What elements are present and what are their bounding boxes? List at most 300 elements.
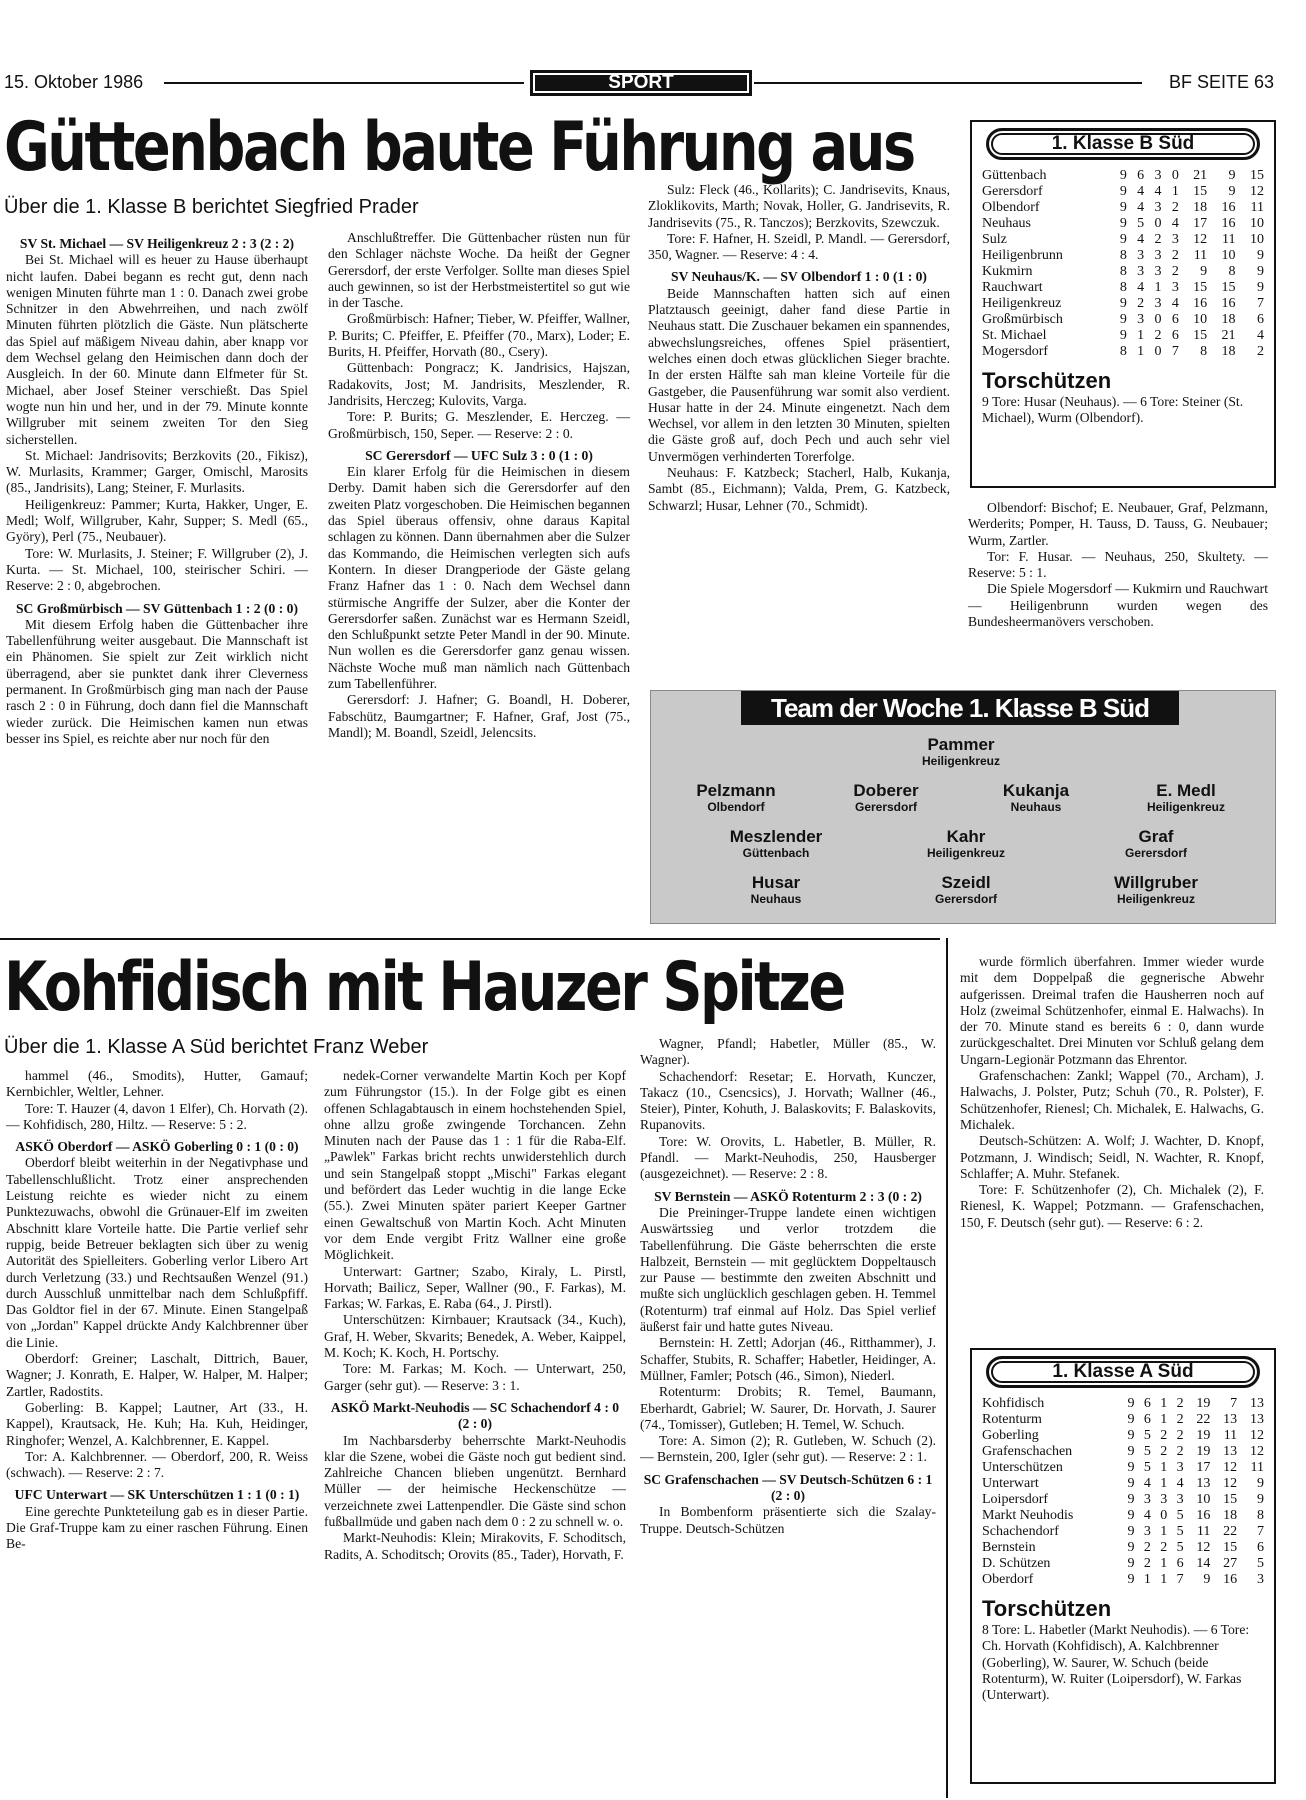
stat-cell: 18 bbox=[1193, 200, 1208, 215]
stat-cell: 9 bbox=[1228, 184, 1236, 199]
player-club: Gerersdorf bbox=[854, 800, 918, 814]
stat-cell: 13 bbox=[1250, 1396, 1264, 1411]
stat-cell: 9 bbox=[1127, 1412, 1135, 1427]
standings-row bbox=[982, 168, 1264, 184]
stat-cell: 3 bbox=[1176, 1492, 1184, 1507]
header-rule-right bbox=[754, 82, 1142, 84]
article-paragraph: Wagner, Pfandl; Habetler, Müller (85., W. Wagner). bbox=[640, 1036, 936, 1068]
stat-cell: 16 bbox=[1221, 200, 1236, 215]
stat-cell: 3 bbox=[1143, 1524, 1151, 1539]
league-table-title: 1. Klasse A Süd bbox=[986, 1356, 1260, 1388]
match-heading: SC Großmürbisch — SV Güttenbach 1 : 2 (0 : 0) bbox=[16, 600, 298, 616]
stat-cell: 5 bbox=[1257, 1556, 1264, 1571]
stat-cell: 10 bbox=[1193, 312, 1208, 327]
stat-cell: 4 bbox=[1154, 184, 1162, 199]
stat-cell: 10 bbox=[1196, 1492, 1211, 1507]
stat-cell: 17 bbox=[1193, 216, 1208, 231]
stat-cell: 4 bbox=[1137, 232, 1145, 247]
stat-cell: 4 bbox=[1143, 1476, 1151, 1491]
article-paragraph: In Bombenform präsentierte sich die Szalay-Truppe. Deutsch-Schützen bbox=[640, 1504, 936, 1536]
player-card bbox=[881, 827, 1051, 860]
stat-cell: 8 bbox=[1257, 1508, 1264, 1523]
player-club: Gerersdorf bbox=[934, 892, 998, 906]
stat-cell: 16 bbox=[1223, 1572, 1238, 1587]
stat-cell: 16 bbox=[1193, 296, 1208, 311]
stat-cell: 1 bbox=[1137, 344, 1145, 359]
stat-cell: 6 bbox=[1171, 328, 1179, 343]
stat-cell: 6 bbox=[1143, 1412, 1151, 1427]
stat-cell: 12 bbox=[1250, 1428, 1264, 1443]
team-name: Bernstein bbox=[982, 1540, 1036, 1555]
standings-row bbox=[982, 344, 1264, 360]
stat-cell: 7 bbox=[1176, 1572, 1184, 1587]
stat-cell: 15 bbox=[1193, 184, 1208, 199]
team-name: D. Schützen bbox=[982, 1556, 1051, 1571]
team-name: St. Michael bbox=[982, 328, 1047, 343]
player-card bbox=[1101, 781, 1271, 814]
article1-column-3 bbox=[648, 182, 950, 682]
stat-cell: 12 bbox=[1193, 232, 1208, 247]
article-paragraph: Im Nachbarsderby beherrschte Markt-Neuhodis klar die Szene, wobei die Gäste noch gut bedient sind. Zahlreiche Chancen blieben ungenützt. Bernhard Müller — der heimische Heckenschütze — verzeichnete zwei Lattenpendler. Die Gäste sind schon fußballmüde und gaben nach dem 0 : 2 zu schnell w. o. bbox=[324, 1432, 626, 1530]
stat-cell: 1 bbox=[1160, 1572, 1168, 1587]
stat-cell: 4 bbox=[1143, 1508, 1151, 1523]
standings-row bbox=[982, 1556, 1264, 1572]
stat-cell: 3 bbox=[1171, 232, 1179, 247]
team-name: Gerersdorf bbox=[982, 184, 1043, 199]
article-paragraph: Die Preininger-Truppe landete einen wichtigen Auswärtssieg und verlor trotzdem die Tabellenführung. Die Gäste beherrschten die erste Halbzeit, Bernstein — mit geglücktem Doppeltausch zur Pause — bestimmte den zweiten Abschnitt und mußte sich unglücklich geschlagen geben. H. Temmel (Rotenturm) traf einmal auf Holz. Das Spiel verlief äußerst fair und hatte gutes Niveau. bbox=[640, 1204, 936, 1335]
scorers-text: 8 Tore: L. Habetler (Markt Neuhodis). — 6 Tore: Ch. Horvath (Kohfidisch), A. Kalchbrenner (Goberling), W. Saurer, W. Schuch (beide Rotenturm), W. Ruiter (Loipersdorf), W. Farkas (Unterwart). bbox=[982, 1622, 1250, 1703]
article2-headline: Kohfidisch mit Hauzer Spitze bbox=[4, 948, 844, 1027]
stat-cell: 16 bbox=[1221, 296, 1236, 311]
stat-cell: 1 bbox=[1160, 1396, 1168, 1411]
stat-cell: 6 bbox=[1257, 312, 1264, 327]
stat-cell: 4 bbox=[1171, 296, 1179, 311]
stat-cell: 7 bbox=[1257, 296, 1264, 311]
stat-cell: 3 bbox=[1154, 248, 1162, 263]
stat-cell: 9 bbox=[1127, 1540, 1135, 1555]
stat-cell: 2 bbox=[1160, 1428, 1168, 1443]
article-paragraph: Die Spiele Mogersdorf — Kukmirn und Rauchwart — Heiligenbrunn wurden wegen des Bundesheermanövers verschoben. bbox=[968, 581, 1268, 630]
stat-cell: 15 bbox=[1223, 1540, 1238, 1555]
player-card bbox=[951, 781, 1121, 814]
match-heading: UFC Unterwart — SK Unterschützen 1 : 1 (0 : 1) bbox=[14, 1487, 300, 1503]
player-card bbox=[691, 827, 861, 860]
team-title: Team der Woche 1. Klasse B Süd bbox=[741, 691, 1179, 725]
stat-cell: 3 bbox=[1154, 168, 1162, 183]
stat-cell: 0 bbox=[1154, 216, 1162, 231]
stat-cell: 8 bbox=[1119, 248, 1127, 263]
stat-cell: 2 bbox=[1154, 328, 1162, 343]
standings-row bbox=[982, 328, 1264, 344]
article-paragraph: Tore: W. Orovits, L. Habetler, B. Müller, R. Pfandl. — Markt-Neuhodis, 250, Hausberger (ausgezeichnet). — Reserve: 2 : 8. bbox=[640, 1133, 936, 1182]
stat-cell: 9 bbox=[1119, 168, 1127, 183]
player-card bbox=[881, 873, 1051, 906]
match-heading: ASKÖ Oberdorf — ASKÖ Goberling 0 : 1 (0 : 0) bbox=[15, 1139, 299, 1155]
team-name: Güttenbach bbox=[982, 168, 1047, 183]
scorers-title: Torschützen bbox=[982, 368, 1112, 393]
stat-cell: 3 bbox=[1154, 296, 1162, 311]
player-name: Szeidl bbox=[941, 873, 991, 892]
article-paragraph: Anschlußtreffer. Die Güttenbacher rüsten nun für den Schlager nächste Woche. Da heißt der Gegner Gerersdorf, der erste Verfolger. Sollte man dieses Spiel auch gewinnen, so ist der Herbstmeistertitel so gut wie in der Tasche. bbox=[328, 230, 630, 311]
article-paragraph: St. Michael: Jandrisovits; Berzkovits (20., Fikisz), W. Murlasits, Krammer; Garger, Omischl, Marosits (85., Jandrisits), Lang; Steiner, F. Murlasits. bbox=[6, 447, 308, 496]
stat-cell: 17 bbox=[1196, 1460, 1211, 1475]
team-name: Neuhaus bbox=[982, 216, 1031, 231]
stat-cell: 9 bbox=[1119, 296, 1127, 311]
stat-cell: 7 bbox=[1171, 344, 1179, 359]
standings-row bbox=[982, 200, 1264, 216]
stat-cell: 3 bbox=[1160, 1492, 1168, 1507]
stat-cell: 2 bbox=[1257, 344, 1264, 359]
stat-cell: 8 bbox=[1228, 264, 1236, 279]
stat-cell: 3 bbox=[1137, 312, 1145, 327]
article2-column-1 bbox=[6, 1068, 308, 1798]
player-card bbox=[876, 735, 1046, 768]
stat-cell: 0 bbox=[1160, 1508, 1168, 1523]
standings-row bbox=[982, 1540, 1264, 1556]
article-paragraph: Tor: F. Husar. — Neuhaus, 250, Skultety. — Reserve: 5 : 1. bbox=[968, 548, 1268, 581]
player-name: Doberer bbox=[853, 781, 919, 800]
article1-column-1 bbox=[6, 230, 308, 930]
article-paragraph: Eine gerechte Punkteteilung gab es in dieser Partie. Die Graf-Truppe kam zu einer raschen Führung. Einen Be- bbox=[6, 1503, 308, 1552]
stat-cell: 10 bbox=[1221, 248, 1236, 263]
team-name: Kukmirn bbox=[982, 264, 1033, 279]
standings-row bbox=[982, 1412, 1264, 1428]
stat-cell: 3 bbox=[1154, 264, 1162, 279]
player-club: Neuhaus bbox=[1010, 800, 1062, 814]
header-rule-left bbox=[164, 82, 524, 84]
player-name: Pelzmann bbox=[696, 781, 776, 800]
team-name: Olbendorf bbox=[982, 200, 1040, 215]
stat-cell: 9 bbox=[1119, 216, 1127, 231]
stat-cell: 9 bbox=[1119, 184, 1127, 199]
stat-cell: 18 bbox=[1223, 1508, 1238, 1523]
article-paragraph: Tore: W. Murlasits, J. Steiner; F. Willgruber (2), J. Kurta. — St. Michael, 100, steirischer Schiri. — Reserve: 2 : 0, abgebrochen. bbox=[6, 545, 308, 594]
stat-cell: 4 bbox=[1137, 184, 1145, 199]
match-heading: ASKÖ Markt-Neuhodis — SC Schachendorf 4 : 0 (2 : 0) bbox=[330, 1399, 620, 1432]
stat-cell: 2 bbox=[1143, 1540, 1151, 1555]
stat-cell: 27 bbox=[1223, 1556, 1238, 1571]
article-paragraph: Bei St. Michael will es heuer zu Hause überhaupt nicht laufen. Dabei begann es recht gut, denn nach wenigen Minuten führte man 1 : 0. Danach zwei grobe Schnitzer in den Abwehrreihen, und nach zwölf Minuten führten plötzlich die Gäste. Nun plätscherte das Spiel auf mäßigem Niveau dahin, aber knapp vor dem Wechsel gelang den Heimischen dann doch der Ausgleich. In der 60. Minute dann Elfmeter für St. Michael, aber Josef Steiner verschießt. Das Spiel wogte nun hin und her, und in der 79. Minute konnte Willgruber mit seinem zweiten Tor den Sieg sicherstellen. bbox=[6, 252, 308, 447]
article-paragraph: Heiligenkreuz: Pammer; Kurta, Hakker, Unger, E. Medl; Wolf, Willgruber, Kahr, Supper; S. Medl (65., Györy), Perl (75., Neubauer). bbox=[6, 496, 308, 545]
standings-row bbox=[982, 280, 1264, 296]
match-heading: SV Bernstein — ASKÖ Rotenturm 2 : 3 (0 : 2) bbox=[654, 1188, 922, 1204]
standings-table bbox=[982, 1396, 1264, 1588]
stat-cell: 3 bbox=[1154, 200, 1162, 215]
stat-cell: 11 bbox=[1193, 248, 1208, 263]
stat-cell: 18 bbox=[1221, 344, 1236, 359]
stat-cell: 5 bbox=[1137, 216, 1145, 231]
stat-cell: 9 bbox=[1257, 280, 1264, 295]
stat-cell: 1 bbox=[1137, 328, 1145, 343]
stat-cell: 2 bbox=[1176, 1396, 1184, 1411]
stat-cell: 6 bbox=[1176, 1556, 1184, 1571]
stat-cell: 1 bbox=[1160, 1412, 1168, 1427]
stat-cell: 6 bbox=[1143, 1396, 1151, 1411]
team-of-the-week bbox=[650, 690, 1276, 924]
stat-cell: 9 bbox=[1127, 1444, 1135, 1459]
team-name: Heiligenkreuz bbox=[982, 296, 1062, 311]
stat-cell: 22 bbox=[1223, 1524, 1238, 1539]
stat-cell: 2 bbox=[1154, 232, 1162, 247]
stat-cell: 3 bbox=[1137, 248, 1145, 263]
stat-cell: 9 bbox=[1127, 1396, 1135, 1411]
article1-headline: Güttenbach baute Führung aus bbox=[4, 108, 914, 187]
standings-row bbox=[982, 184, 1264, 200]
page-number: BF SEITE 63 bbox=[1168, 72, 1274, 92]
article-paragraph: Großmürbisch: Hafner; Tieber, W. Pfeiffer, Wallner, P. Burits; C. Pfeiffer, E. Pfeiffer (70., Marx), Loder; E. Burits, H. Pfeiffer, Horvath (80., Csery). bbox=[328, 311, 630, 360]
stat-cell: 9 bbox=[1127, 1460, 1135, 1475]
match-heading: SC Gerersdorf — UFC Sulz 3 : 0 (1 : 0) bbox=[365, 447, 593, 463]
team-name: Großmürbisch bbox=[982, 312, 1063, 327]
standings-row bbox=[982, 1460, 1264, 1476]
stat-cell: 5 bbox=[1143, 1444, 1151, 1459]
stat-cell: 3 bbox=[1137, 264, 1145, 279]
player-club: Gerersdorf bbox=[1124, 846, 1188, 860]
stat-cell: 2 bbox=[1160, 1540, 1168, 1555]
standings-row bbox=[982, 1524, 1264, 1540]
article-paragraph: Markt-Neuhodis: Klein; Mirakovits, F. Schoditsch, Radits, A. Schoditsch; Orovits (85., Tader), Horvath, F. bbox=[324, 1530, 626, 1562]
player-name: Pammer bbox=[927, 735, 995, 754]
article1-column-2 bbox=[328, 230, 630, 930]
stat-cell: 22 bbox=[1196, 1412, 1211, 1427]
stat-cell: 12 bbox=[1250, 184, 1264, 199]
stat-cell: 3 bbox=[1171, 280, 1179, 295]
player-club: Heiligenkreuz bbox=[1146, 800, 1226, 814]
article1-column-4 bbox=[968, 500, 1268, 680]
stat-cell: 11 bbox=[1196, 1524, 1211, 1539]
standings-row bbox=[982, 1444, 1264, 1460]
article-paragraph: Unterschützen: Kirnbauer; Krautsack (34., Kuch), Graf, H. Weber, Skvarits; Benedek, A. Weber, Kaippel, M. Koch; K. Koch, H. Portschy. bbox=[324, 1312, 626, 1361]
article-paragraph: Neuhaus: F. Katzbeck; Stacherl, Halb, Kukanja, Sambt (85., Eichmann); Valda, Prem, G. Katzbeck, Schwarzl; Husar, Lehner (70., Schmidt). bbox=[648, 465, 950, 513]
stat-cell: 8 bbox=[1119, 344, 1127, 359]
team-name: Oberdorf bbox=[982, 1572, 1034, 1587]
stat-cell: 1 bbox=[1143, 1572, 1151, 1587]
article-paragraph: Rotenturm: Drobits; R. Temel, Baumann, Eberhardt, Gabriel; W. Saurer, Dr. Horvath, J. Saurer (74., Tomisser), Gutleben; H. Temel, W. Schuch. bbox=[640, 1384, 936, 1432]
stat-cell: 2 bbox=[1171, 200, 1179, 215]
stat-cell: 5 bbox=[1176, 1540, 1184, 1555]
article-paragraph: Sulz: Fleck (46., Kollarits); C. Jandrisevits, Knaus, Zloklikovits, Marth; Novak, Holler, G. Jandrisevits, R. Jandrisevits (75., R. Tanczos); Berzkovits, Szewczuk. bbox=[648, 182, 950, 230]
stat-cell: 9 bbox=[1257, 1492, 1264, 1507]
article-paragraph: Tore: T. Hauzer (4, davon 1 Elfer), Ch. Horvath (2). — Kohfidisch, 280, Hiltz. — Reserve: 5 : 2. bbox=[6, 1100, 308, 1132]
scorers-text: 9 Tore: Husar (Neuhaus). — 6 Tore: Steiner (St. Michael), Wurm (Olbendorf). bbox=[982, 394, 1244, 426]
standings-row bbox=[982, 1396, 1264, 1412]
stat-cell: 11 bbox=[1222, 232, 1236, 247]
stat-cell: 1 bbox=[1154, 280, 1162, 295]
stat-cell: 11 bbox=[1250, 1460, 1264, 1475]
stat-cell: 2 bbox=[1171, 264, 1179, 279]
stat-cell: 6 bbox=[1137, 168, 1145, 183]
stat-cell: 8 bbox=[1119, 280, 1127, 295]
stat-cell: 9 bbox=[1127, 1508, 1135, 1523]
standings-row bbox=[982, 232, 1264, 248]
stat-cell: 12 bbox=[1223, 1476, 1238, 1491]
stat-cell: 2 bbox=[1143, 1556, 1151, 1571]
column-divider bbox=[946, 938, 948, 1798]
article-paragraph: Gerersdorf: J. Hafner; G. Boandl, H. Doberer, Fabschütz, Baumgartner; F. Hafner, Graf, Jost (75., Mandl); M. Boandl, Szeidl, Jelencsits. bbox=[328, 692, 630, 740]
article-paragraph: Tore: F. Hafner, H. Szeidl, P. Mandl. — Gerersdorf, 350, Wagner. — Reserve: 4 : 4. bbox=[648, 230, 950, 263]
stat-cell: 14 bbox=[1196, 1556, 1211, 1571]
stat-cell: 15 bbox=[1193, 328, 1208, 343]
stat-cell: 9 bbox=[1127, 1476, 1135, 1491]
article-paragraph: Ein klarer Erfolg für die Heimischen in diesem Derby. Damit haben sich die Gerersdorfer auf den zweiten Platz vorgeschoben. Die Heimischen begannen das Spiel überaus offensiv, ohne daraus Kapital schlagen zu können. Dann übernahmen aber die Sulzer das Kommando, die Heimischen verlegten sich aufs Kontern. In dieser Drangperiode der Gäste gelang Franz Hafner das 1 : 0. Nach dem Wechsel dann stürmische Angriffe der Sulzer, aber die Konter der Gerersdorfer saßen. Zunächst war es Hermann Szeidl, den Schlußpunkt setzte Peter Mandl in der 90. Minute. Nun wollen es die Gerersdorfer ganz genau wissen. Nächste Woche muß man nämlich nach Güttenbach zum Tabellenführer. bbox=[328, 464, 630, 692]
stat-cell: 11 bbox=[1250, 200, 1264, 215]
stat-cell: 9 bbox=[1127, 1572, 1135, 1587]
page-header bbox=[4, 70, 1274, 94]
stat-cell: 12 bbox=[1223, 1460, 1238, 1475]
stat-cell: 9 bbox=[1228, 168, 1236, 183]
player-name: Graf bbox=[1138, 827, 1174, 846]
stat-cell: 1 bbox=[1160, 1476, 1168, 1491]
article-paragraph: Goberling: B. Kappel; Lautner, Art (33., H. Kappel), Krautsack, He. Kuh; Ha. Kuh, Heidinger, Ringhofer; Wenzel, A. Kalchbrenner, E. Kappel. bbox=[6, 1399, 308, 1448]
stat-cell: 13 bbox=[1223, 1412, 1238, 1427]
stat-cell: 0 bbox=[1154, 344, 1162, 359]
stat-cell: 3 bbox=[1176, 1460, 1184, 1475]
player-club: Neuhaus bbox=[750, 892, 802, 906]
standings-row bbox=[982, 1428, 1264, 1444]
player-name: Kahr bbox=[946, 827, 986, 846]
player-name: E. Medl bbox=[1156, 781, 1216, 800]
match-heading: SC Grafenschachen — SV Deutsch-Schützen 6 : 1 (2 : 0) bbox=[643, 1471, 933, 1504]
team-name: Grafenschachen bbox=[982, 1444, 1073, 1459]
stat-cell: 21 bbox=[1221, 328, 1236, 343]
stat-cell: 21 bbox=[1193, 168, 1208, 183]
league-table-title: 1. Klasse B Süd bbox=[986, 128, 1260, 160]
article-paragraph: Schachendorf: Resetar; E. Horvath, Kunczer, Takacz (10., Csencsics), J. Horvath; Wallner (46., Steier), Pinter, Kohuth, J. Balaskovits; F. Balaskovits, Rupanovits. bbox=[640, 1068, 936, 1133]
stat-cell: 13 bbox=[1250, 1412, 1264, 1427]
article-paragraph: Tore: M. Farkas; M. Koch. — Unterwart, 250, Garger (sehr gut). — Reserve: 3 : 1. bbox=[324, 1361, 626, 1393]
article2-column-3 bbox=[640, 1036, 936, 1796]
stat-cell: 19 bbox=[1196, 1444, 1211, 1459]
team-name: Loipersdorf bbox=[982, 1492, 1049, 1507]
stat-cell: 9 bbox=[1203, 1572, 1211, 1587]
stat-cell: 1 bbox=[1160, 1524, 1168, 1539]
stat-cell: 9 bbox=[1119, 232, 1127, 247]
stat-cell: 1 bbox=[1160, 1556, 1168, 1571]
stat-cell: 3 bbox=[1143, 1492, 1151, 1507]
player-name: Meszlender bbox=[729, 827, 823, 846]
standings-table bbox=[982, 168, 1264, 360]
stat-cell: 10 bbox=[1250, 216, 1264, 231]
stat-cell: 9 bbox=[1119, 200, 1127, 215]
stat-cell: 19 bbox=[1196, 1428, 1211, 1443]
team-name: Mogersdorf bbox=[982, 344, 1049, 359]
stat-cell: 2 bbox=[1176, 1412, 1184, 1427]
team-name: Markt Neuhodis bbox=[982, 1508, 1074, 1523]
stat-cell: 7 bbox=[1230, 1396, 1238, 1411]
article-paragraph: Beide Mannschaften hatten sich auf einen Platztausch geeinigt, daher fand diese Partie in Neuhaus statt. Die Zuschauer bekamen ein spannendes, abwechslungsreiches, offenes Spiel präsentiert, welches einen doch etwas glücklichen Sieger brachte. In der ersten Hälfte sah man kleine Vorteile für die Gastgeber, die Pausenführung war somit also verdient. Husar hatte in der 24. Minute eingenetzt. Nach dem Wechsel, vor allem in den letzten 30 Minuten, spielten die Gäste groß auf, doch Pech und auch sehr viel Unvermögen verhinderten Torerfolge. bbox=[648, 285, 950, 464]
team-name: Schachendorf bbox=[982, 1524, 1059, 1539]
player-card bbox=[1071, 827, 1241, 860]
stat-cell: 2 bbox=[1176, 1428, 1184, 1443]
article-paragraph: Tor: A. Kalchbrenner. — Oberdorf, 200, R. Weiss (schwach). — Reserve: 2 : 7. bbox=[6, 1448, 308, 1481]
stat-cell: 9 bbox=[1127, 1556, 1135, 1571]
stat-cell: 16 bbox=[1196, 1508, 1211, 1523]
article-paragraph: Mit diesem Erfolg haben die Güttenbacher ihre Tabellenführung weiter ausgebaut. Die Mannschaft ist ein Phänomen. Sie spielt zur Zeit wirklich nicht überragend, aber sie punktet dank ihrer Cleverness permanent. In Großmürbisch ging man nach der Pause rasch 2 : 0 in Führung, doch dann fiel die Mannschaft wieder zurück. Die Heimischen kamen nun etwas besser ins Spiel, es reichte aber nur noch für den bbox=[6, 616, 308, 746]
article2-column-4 bbox=[960, 954, 1264, 1314]
article-paragraph: Oberdorf bleibt weiterhin in der Negativphase und Tabellenschlußlicht. Trotz einer ansprechenden Leistung reichte es wieder nicht zu einem Punktezuwachs, obwohl die Grünauer-Elf im zweiten Abschnitt klare Vorteile hatte. Die Partie verlief sehr ruppig, beide Betreuer beklagten sich über zu wenig Autorität des Spielleiters. Goberling verlor Libero Art durch Verletzung (33.) und Rechtsaußen Wenzel (91.) durch Ausschluß unmittelbar nach dem Schlußpfiff. Das Goldtor fiel in der 67. Minute. Einen Stangelpaß von „Jordan" Kappel drückte Andy Kalchbrenner über die Linie. bbox=[6, 1155, 308, 1350]
stat-cell: 2 bbox=[1137, 296, 1145, 311]
stat-cell: 15 bbox=[1223, 1492, 1238, 1507]
stat-cell: 9 bbox=[1257, 248, 1264, 263]
article2-subheadline: Über die 1. Klasse A Süd berichtet Franz Weber bbox=[4, 1036, 429, 1058]
stat-cell: 1 bbox=[1160, 1460, 1168, 1475]
article-divider bbox=[0, 938, 940, 940]
stat-cell: 0 bbox=[1171, 168, 1179, 183]
stat-cell: 5 bbox=[1176, 1524, 1184, 1539]
team-name: Rotenturm bbox=[982, 1412, 1042, 1427]
stat-cell: 7 bbox=[1257, 1524, 1264, 1539]
issue-date: 15. Oktober 1986 bbox=[4, 72, 144, 92]
article-paragraph: Oberdorf: Greiner; Laschalt, Dittrich, Bauer, Wagner; J. Konrath, E. Halper, W. Halper, M. Halper; Zartler, Radostits. bbox=[6, 1351, 308, 1399]
stat-cell: 6 bbox=[1257, 1540, 1264, 1555]
article-paragraph: Olbendorf: Bischof; E. Neubauer, Graf, Pelzmann, Werderits; Pomper, H. Tauss, D. Tauss, G. Neubauer; Wurm, Zartler. bbox=[968, 500, 1268, 548]
player-card bbox=[1071, 873, 1241, 906]
article-paragraph: nedek-Corner verwandelte Martin Koch per Kopf zum Führungstor (15.). In der Folge gibt es einen offenen Schlagabtausch in einem hochstehenden Spiel, ohne allzu große zwingende Torchancen. Zehn Minuten nach der Pause das 1 : 1 für die Raba-Elf. „Pawlek" Farkas bricht rechts unwiderstehlich durch und sein Stangelpaß stoppt „Mischi" Farkas elegant und befördert das Leder wuchtig in die lange Ecke (55.). Zwei Minuten später pariert Keeper Gartner einen Gewaltschuß von Martin Koch. Acht Minuten vor dem Ende vergibt Fritz Wallner eine große Möglichkeit. bbox=[324, 1068, 626, 1263]
standings-row bbox=[982, 296, 1264, 312]
stat-cell: 9 bbox=[1257, 264, 1264, 279]
standings-row bbox=[982, 264, 1264, 280]
match-heading: SV Neuhaus/K. — SV Olbendorf 1 : 0 (1 : 0) bbox=[671, 269, 927, 285]
stat-cell: 8 bbox=[1200, 344, 1208, 359]
stat-cell: 9 bbox=[1119, 328, 1127, 343]
article-paragraph: Güttenbach: Pongracz; K. Jandrisics, Hajszan, Radakovits, Jost; M. Jandrisits, Meszlender, R. Jandrisits, Herczeg; Kulovits, Varga. bbox=[328, 360, 630, 408]
stat-cell: 4 bbox=[1176, 1476, 1184, 1491]
team-name: Kohfidisch bbox=[982, 1396, 1045, 1411]
stat-cell: 13 bbox=[1223, 1444, 1238, 1459]
player-club: Heiligenkreuz bbox=[926, 846, 1006, 860]
stat-cell: 6 bbox=[1171, 312, 1179, 327]
article-paragraph: Tore: F. Schützenhofer (2), Ch. Michalek (2), F. Rienesl, K. Wappel; Potzmann. — Grafenschachen, 150, F. Deutsch (sehr gut). — Reserve: 6 : 2. bbox=[960, 1182, 1264, 1230]
stat-cell: 9 bbox=[1257, 1476, 1264, 1491]
stat-cell: 5 bbox=[1176, 1508, 1184, 1523]
stat-cell: 9 bbox=[1127, 1428, 1135, 1443]
player-name: Kukanja bbox=[1002, 781, 1070, 800]
stat-cell: 15 bbox=[1193, 280, 1208, 295]
stat-cell: 5 bbox=[1143, 1428, 1151, 1443]
stat-cell: 13 bbox=[1196, 1476, 1211, 1491]
player-card bbox=[651, 781, 821, 814]
player-club: Heiligenkreuz bbox=[1116, 892, 1196, 906]
stat-cell: 12 bbox=[1196, 1540, 1211, 1555]
standings-row bbox=[982, 1492, 1264, 1508]
stat-cell: 3 bbox=[1257, 1572, 1264, 1587]
player-name: Husar bbox=[751, 873, 801, 892]
stat-cell: 15 bbox=[1221, 280, 1236, 295]
standings-row bbox=[982, 1572, 1264, 1588]
stat-cell: 0 bbox=[1154, 312, 1162, 327]
stat-cell: 9 bbox=[1119, 312, 1127, 327]
article-paragraph: Bernstein: H. Zettl; Adorjan (46., Ritthammer), J. Schaffer, Stubits, R. Schaffer; Habetler, Heidinger, A. Müllner, Famler; Potsch (46., Simon), Niederl. bbox=[640, 1335, 936, 1383]
stat-cell: 9 bbox=[1127, 1524, 1135, 1539]
article-paragraph: Tore: A. Simon (2); R. Gutleben, W. Schuch (2). — Bernstein, 200, Igler (sehr gut). — Reserve: 2 : 1. bbox=[640, 1433, 936, 1465]
stat-cell: 18 bbox=[1221, 312, 1236, 327]
player-card bbox=[801, 781, 971, 814]
stat-cell: 4 bbox=[1137, 200, 1145, 215]
standings-row bbox=[982, 1476, 1264, 1492]
standings-row bbox=[982, 1508, 1264, 1524]
stat-cell: 8 bbox=[1119, 264, 1127, 279]
stat-cell: 2 bbox=[1176, 1444, 1184, 1459]
stat-cell: 16 bbox=[1221, 216, 1236, 231]
player-club: Heiligenkreuz bbox=[921, 754, 1001, 768]
article-paragraph: Tore: P. Burits; G. Meszlender, E. Herczeg. — Großmürbisch, 150, Seper. — Reserve: 2 : 0. bbox=[328, 409, 630, 441]
stat-cell: 2 bbox=[1171, 248, 1179, 263]
article2-column-2 bbox=[324, 1068, 626, 1798]
stat-cell: 11 bbox=[1223, 1428, 1238, 1443]
article1-subheadline: Über die 1. Klasse B berichtet Siegfried Prader bbox=[4, 196, 419, 218]
section-label: SPORT bbox=[530, 70, 752, 96]
player-club: Güttenbach bbox=[742, 846, 810, 860]
